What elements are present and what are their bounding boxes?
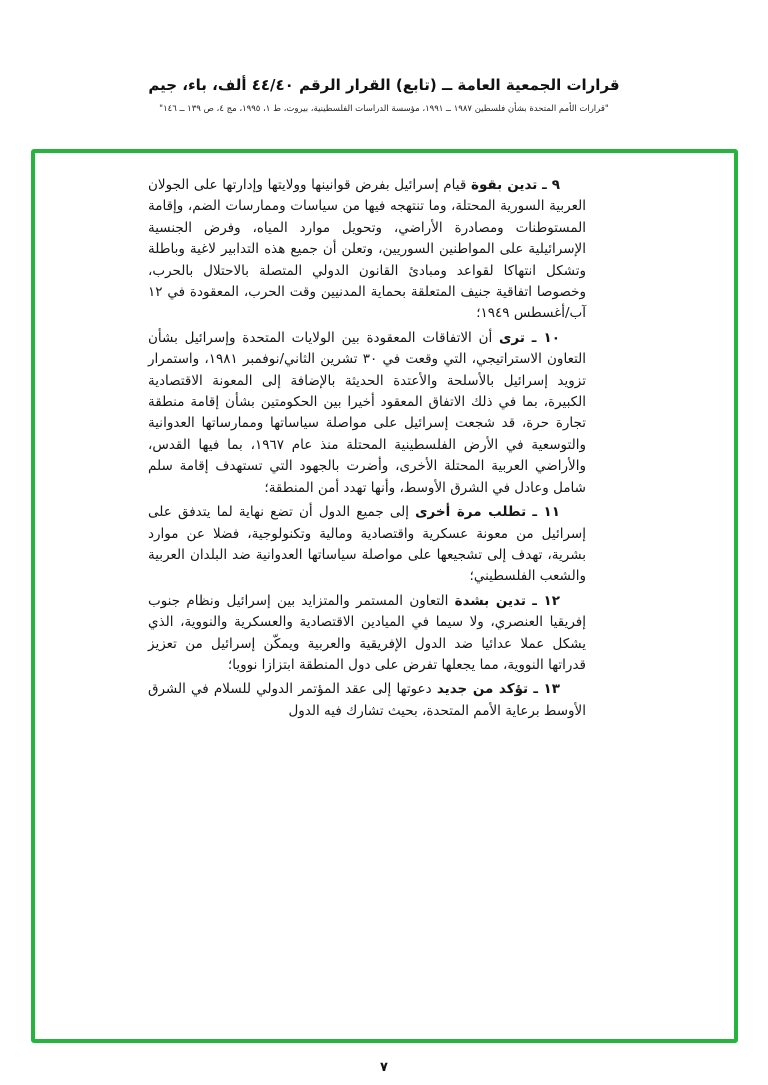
paragraph-text: التعاون المستمر والمتزايد بين إسرائيل ونظام جنوب إفريقيا العنصري، ولا سيما في الميادين الاقتصادية والعسكرية والنووية، الذي يشكل عملا عدائيا ضد الدول الإفريقية والعربية ويمكّن إسرائيل من تعزيز قدراتها النووية، مما يجعلها تفرض على دول المنطقة ابتزازا نوويا؛ [148,592,586,673]
paragraph-11 [148,502,586,588]
paragraph-number: ١٣ ـ [533,681,561,698]
paragraph-lead: تطلب مرة أخرى [415,504,527,521]
paragraph-text: قيام إسرائيل بفرض قوانينها وولايتها وإدارتها على الجولان العربية السورية المحتلة، وما تنتهجه فيها من سياسات وممارسات الضم، وإقامة المستوطنات ومصادرة الأراضي، وتحويل موارد المياه، وفرض الجنسية الإسرائيلية على المواطنين السوريين، وتعلن أن جميع هذه التدابير لاغية وباطلة وتشكل انتهاكا لقواعد ومبادئ القانون الدولي المتصلة بالاحتلال بالحرب، وخصوصا اتفاقية جنيف المتعلقة بحماية المدنيين وقت الحرب، المعقودة في ١٢ آب/أغسطس ١٩٤٩؛ [148,177,586,322]
paragraph-10 [148,328,586,499]
paragraph-lead: تدين بشدة [454,592,526,609]
paragraph-number: ١١ ـ [532,504,560,521]
paragraph-number: ١٠ ـ [531,329,560,346]
source-citation: "قرارات الأمم المتحدة بشأن فلسطين ١٩٨٧ ــ ١٩٩١، مؤسسة الدراسات الفلسطينية، بيروت، ط ١، ١٩٩٥، مج ٤، ص ١٣٩ ــ ١٤٦" [159,104,609,114]
paragraph-number: ١٢ ـ [532,592,561,609]
paragraph-lead: ترى [499,329,525,346]
paragraph-12 [148,591,586,677]
body-text-column [148,175,586,725]
document-title: قرارات الجمعية العامة ــ (تابع) القرار الرقم ٤٤/٤٠ ألف، باء، جيم [148,76,620,94]
paragraph-13 [148,679,586,722]
paragraph-9 [148,175,586,325]
paragraph-lead: تؤكد من جديد [436,681,529,698]
paragraph-number: ٩ ـ [542,177,561,193]
paragraph-lead: تدين بقوة [470,177,538,193]
page-number: ٧ [380,1060,388,1075]
page-header [0,76,768,114]
paragraph-text: أن الاتفاقات المعقودة بين الولايات المتحدة وإسرائيل بشأن التعاون الاستراتيجي، التي وقعت في ٣٠ تشرين الثاني/نوفمبر ١٩٨١، واستمرار تزويد إسرائيل بالأسلحة والأعتدة الحديثة بالإضافة إلى المعونة الاقتصادية الكبيرة، بما في ذلك الاتفاق المعقود أخيرا بين الحكومتين بشأن إقامة منطقة تجارة حرة، قد شجعت إسرائيل على مواصلة سياساتها وممارساتها العدوانية والتوسعية في الأرض الفلسطينية المحتلة منذ عام ١٩٦٧، بما فيها القدس، والأراضي العربية المحتلة الأخرى، وأضرت بالجهود التي تستهدف إقامة سلم شامل وعادل في الشرق الأوسط، وأنها تهدد أمن المنطقة؛ [148,329,587,496]
green-content-frame [31,149,738,1043]
paragraph-text: دعوتها إلى عقد المؤتمر الدولي للسلام في الشرق الأوسط برعاية الأمم المتحدة، بحيث تشارك فيه الدول [148,681,586,719]
paragraph-text: إلى جميع الدول أن تضع نهاية لما يتدفق على إسرائيل من معونة عسكرية واقتصادية ومالية وتكنولوجية، فضلا عن موارد بشرية، تهدف إلى تشجيعها على مواصلة سياساتها العدوانية ضد البلدان العربية والشعب الفلسطيني؛ [148,504,586,585]
